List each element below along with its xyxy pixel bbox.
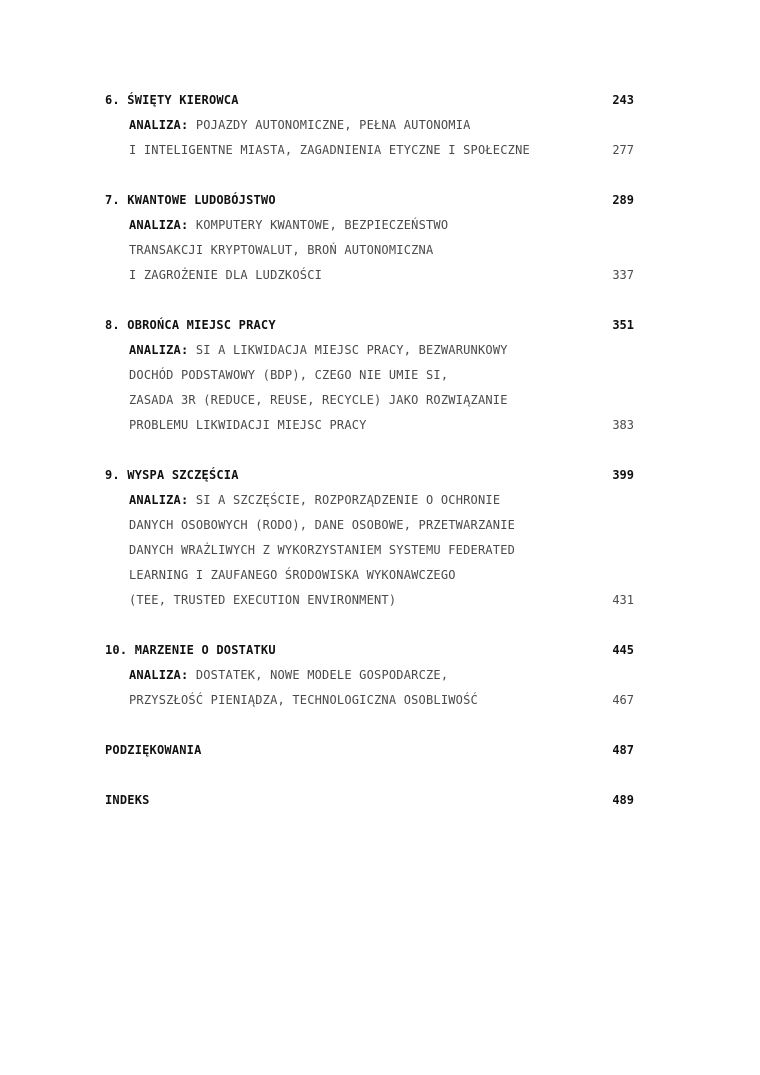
analysis-text: PRZYSZŁOŚĆ PIENIĄDZA, TECHNOLOGICZNA OSOBLIWOŚĆ	[129, 693, 478, 707]
analysis-line	[0, 113, 760, 138]
chapter-title-line	[0, 188, 760, 213]
section-title-line	[0, 788, 760, 813]
chapter-title-line	[0, 88, 760, 113]
analysis-line	[0, 563, 760, 588]
analysis-line	[0, 488, 760, 513]
analysis-line	[0, 588, 760, 613]
section-page-number: 489	[612, 793, 634, 807]
analysis-line	[0, 413, 760, 438]
chapter-title: 9. WYSPA SZCZĘŚCIA	[105, 468, 239, 482]
analysis-label: ANALIZA:	[129, 668, 189, 682]
analysis-line	[0, 538, 760, 563]
chapter-title: 6. ŚWIĘTY KIEROWCA	[105, 93, 239, 107]
section-page-number: 487	[612, 743, 634, 757]
analysis-text: DANYCH OSOBOWYCH (RODO), DANE OSOBOWE, PRZETWARZANIE	[129, 518, 516, 532]
analysis-text: I INTELIGENTNE MIASTA, ZAGADNIENIA ETYCZNE I SPOŁECZNE	[129, 143, 530, 157]
analysis-text: DANYCH WRAŻLIWYCH Z WYKORZYSTANIEM SYSTEMU FEDERATED	[129, 543, 516, 557]
analysis-page-number: 383	[612, 418, 634, 432]
analysis-text: PROBLEMU LIKWIDACJI MIEJSC PRACY	[129, 418, 367, 432]
analysis-label: ANALIZA:	[129, 343, 189, 357]
chapter-page-number: 445	[612, 643, 634, 657]
analysis-page-number: 467	[612, 693, 634, 707]
analysis-line	[0, 338, 760, 363]
analysis-line	[0, 138, 760, 163]
analysis-line	[0, 213, 760, 238]
analysis-text: TRANSAKCJI KRYPTOWALUT, BROŃ AUTONOMICZNA	[129, 243, 434, 257]
chapter-title-line	[0, 638, 760, 663]
analysis-text: ZASADA 3R (REDUCE, REUSE, RECYCLE) JAKO ROZWIĄZANIE	[129, 393, 508, 407]
analysis-page-number: 337	[612, 268, 634, 282]
analysis-text: (TEE, TRUSTED EXECUTION ENVIRONMENT)	[129, 593, 397, 607]
chapter-page-number: 399	[612, 468, 634, 482]
section-title: PODZIĘKOWANIA	[105, 743, 202, 757]
chapter-page-number: 351	[612, 318, 634, 332]
analysis-label: ANALIZA:	[129, 218, 189, 232]
chapter-title: 8. OBROŃCA MIEJSC PRACY	[105, 318, 276, 332]
analysis-label: ANALIZA:	[129, 493, 189, 507]
analysis-text: ANALIZA: SI A SZCZĘŚCIE, ROZPORZĄDZENIE O OCHRONIE	[129, 493, 501, 507]
analysis-line	[0, 388, 760, 413]
analysis-text: DOCHÓD PODSTAWOWY (BDP), CZEGO NIE UMIE SI,	[129, 368, 449, 382]
analysis-line	[0, 263, 760, 288]
section-title-line	[0, 738, 760, 763]
analysis-label: ANALIZA:	[129, 118, 189, 132]
analysis-line	[0, 513, 760, 538]
section-title: INDEKS	[105, 793, 150, 807]
analysis-line	[0, 688, 760, 713]
analysis-text: I ZAGROŻENIE DLA LUDZKOŚCI	[129, 268, 323, 282]
analysis-text: ANALIZA: DOSTATEK, NOWE MODELE GOSPODARCZE,	[129, 668, 449, 682]
analysis-text: LEARNING I ZAUFANEGO ŚRODOWISKA WYKONAWCZEGO	[129, 568, 456, 582]
analysis-page-number: 431	[612, 593, 634, 607]
chapter-page-number: 289	[612, 193, 634, 207]
analysis-line	[0, 363, 760, 388]
chapter-page-number: 243	[612, 93, 634, 107]
chapter-title: 10. MARZENIE O DOSTATKU	[105, 643, 276, 657]
chapter-title-line	[0, 313, 760, 338]
analysis-page-number: 277	[612, 143, 634, 157]
chapter-title: 7. KWANTOWE LUDOBÓJSTWO	[105, 193, 276, 207]
analysis-text: ANALIZA: POJAZDY AUTONOMICZNE, PEŁNA AUTONOMIA	[129, 118, 471, 132]
analysis-line	[0, 238, 760, 263]
analysis-line	[0, 663, 760, 688]
analysis-text: ANALIZA: SI A LIKWIDACJA MIEJSC PRACY, BEZWARUNKOWY	[129, 343, 508, 357]
analysis-text: ANALIZA: KOMPUTERY KWANTOWE, BEZPIECZEŃSTWO	[129, 218, 449, 232]
chapter-title-line	[0, 463, 760, 488]
